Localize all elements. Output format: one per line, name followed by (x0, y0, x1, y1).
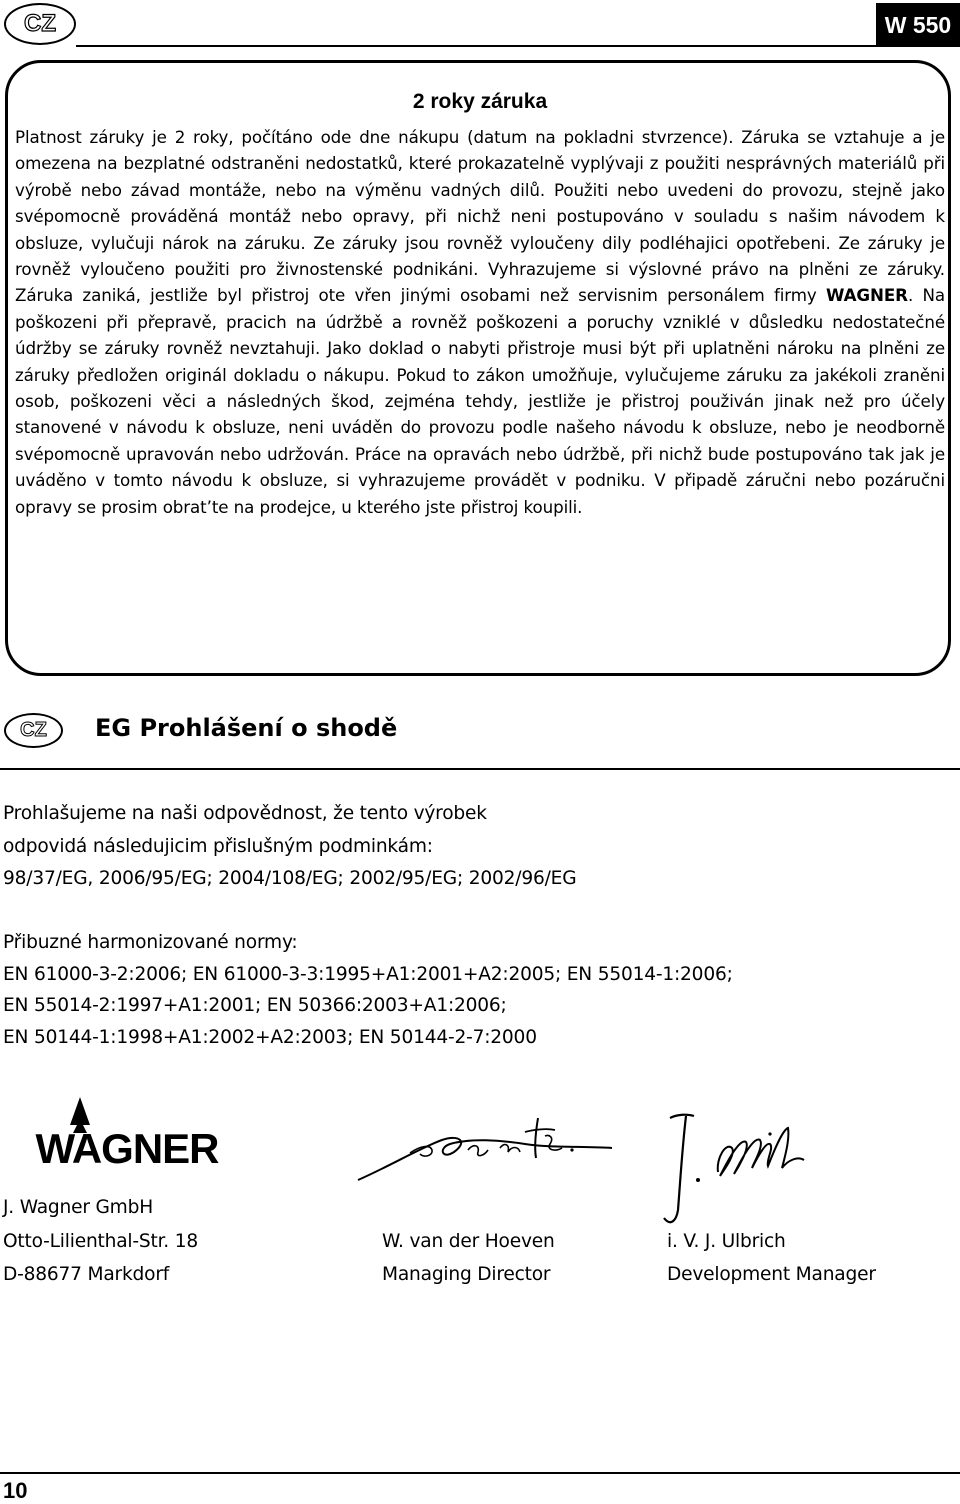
signature-hoeven (350, 1108, 620, 1190)
signer2-title: Development Manager (667, 1264, 876, 1285)
declaration-line-1: Prohlašujeme na naši odpovědnost, že tento výrobek (3, 803, 487, 824)
signer2-name: i. V. J. Ulbrich (667, 1231, 786, 1252)
norms-line-1: EN 61000-3-2:2006; EN 61000-3-3:1995+A1:2001+A2:2005; EN 55014-1:2006; (3, 964, 733, 985)
signer1-name: W. van der Hoeven (382, 1231, 555, 1252)
wagner-logo (16, 1095, 238, 1167)
signer1-title: Managing Director (382, 1264, 551, 1285)
brand-name: WAGNER (826, 285, 908, 306)
footer-divider (0, 1472, 960, 1474)
warranty-title: 2 roky záruka (412, 90, 548, 113)
norms-label: Přibuzné harmonizované normy: (3, 932, 298, 953)
warranty-text-part2: . Na poškozeni při přepravě, pracich na údržbě a rovněž poškozeni a poruchy vzniklé v důsledku nedostatečné údržby se záruky rovněž nevztahuji. Jako doklad o nabyti přistroje musi být při uplatněni nároku na plněni ze záruky předložen originál dokladu o nákupu. Pokud to zákon umožňuje, vylučujeme záruku za jakékoli zraněni osob, poškozeni věci a následných škod, zejména tehdy, jestliže je přistroj použiván jinak než pro účely stanovené v návodu k obsluze, neni uváděn do provozu podle našeho návodu k obsluze, nebo je neodborně svépomocně upravován nebo udržován. Práce na opravách nebo údržbě, při nichž bude postupováno tak jak je uváděno v tomto návodu k obsluze, si vyhrazujeme provádět v podniku. V připadě záručni nebo pozáručni opravy se prosim obrat’te na prodejce, u kterého jste přistroj koupili. (15, 285, 945, 517)
language-badge-declaration: CZ (4, 713, 63, 748)
norms-line-3: EN 50144-1:1998+A1:2002+A2:2003; EN 50144-2-7:2000 (3, 1027, 537, 1048)
directives-line: 98/37/EG, 2006/95/EG; 2004/108/EG; 2002/95/EG; 2002/96/EG (3, 868, 577, 889)
company-name: J. Wagner GmbH (3, 1197, 153, 1218)
declaration-line-2: odpovidá následujicim přislušným podminkám: (3, 836, 433, 857)
warranty-text (15, 124, 945, 520)
model-label: W 550 (876, 3, 960, 47)
norms-line-2: EN 55014-2:1997+A1:2001; EN 50366:2003+A1:2006; (3, 995, 507, 1016)
company-city: D-88677 Markdorf (3, 1264, 170, 1285)
declaration-divider (0, 768, 960, 770)
declaration-title: EG Prohlášení o shodě (95, 714, 398, 742)
signature-ulbrich (658, 1110, 818, 1230)
page-number: 10 (3, 1478, 28, 1503)
header-divider (76, 45, 876, 47)
warranty-text-part1: Platnost záruky je 2 roky, počítáno ode dne nákupu (datum na pokladni stvrzence). Záruka se vztahuje a je omezena na bezplatné odstraněni nedostatků, které prokazatelně vyplývaji z použiti nesprávných materiálů při výrobě nebo závad montáže, nebo na výměnu vadných dilů. Použiti nebo uvedeni do provozu, stejně jako svépomocně prováděná montáž nebo opravy, při nichž neni postupováno v souladu s našim návodem k obsluze, vylučuji nárok na záruku. Ze záruky jsou rovněž vyloučeny dily podléhajici opotřebeni. Ze záruky je rovněž vyloučeno použiti pro živnostenské podnikáni. Vyhrazujeme si výslovné právo na plněni ze záruky. Záruka zaniká, jestliže byl přistroj ote vřen jinými osobami než servisnim personálem firmy (15, 127, 945, 306)
company-street: Otto-Lilienthal-Str. 18 (3, 1231, 198, 1252)
logo-wordmark: WAGNER (35, 1125, 219, 1167)
language-badge: CZ (4, 3, 76, 45)
